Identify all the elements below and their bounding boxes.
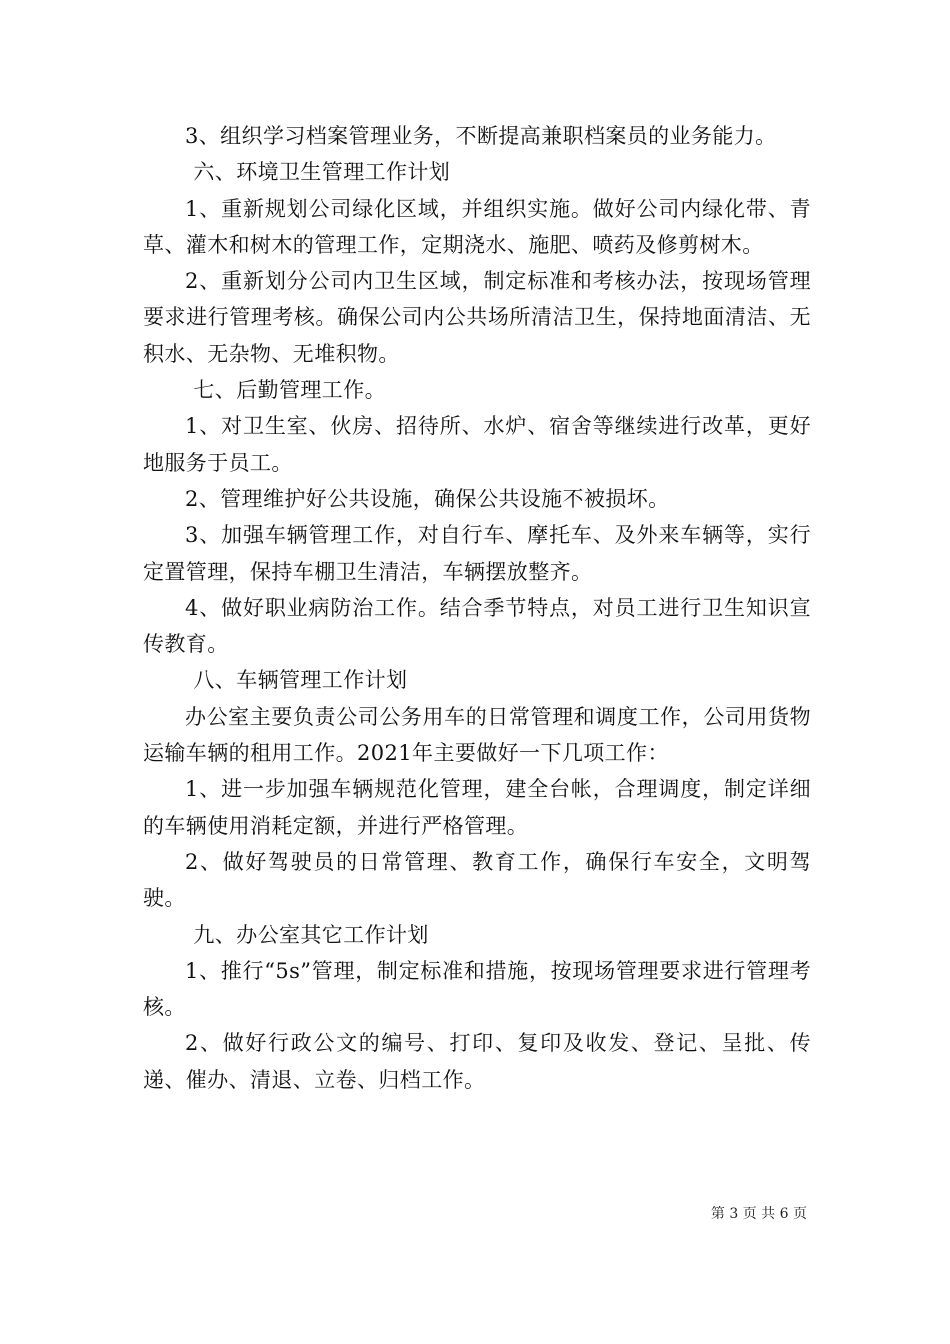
section-heading-environment: 六、环境卫生管理工作计划 <box>193 160 451 185</box>
document-body <box>143 118 811 1098</box>
paragraph-greening: 1、重新规划公司绿化区域，并组织实施。做好公司内绿化带、青草、灌木和树木的管理工作，定期浇水、施肥、喷药及修剪树木。 <box>143 196 811 257</box>
section-heading-other-work: 九、办公室其它工作计划 <box>193 922 429 947</box>
paragraph-vehicle-parking: 3、加强车辆管理工作，对自行车、摩托车、及外来车辆等，实行定置管理，保持车棚卫生清洁，车辆摆放整齐。 <box>143 523 811 584</box>
paragraph-vehicle-standardization: 1、进一步加强车辆规范化管理，建全台帐，合理调度，制定详细的车辆使用消耗定额，并进行严格管理。 <box>143 777 811 838</box>
paragraph-document-handling: 2、做好行政公文的编号、打印、复印及收发、登记、呈批、传递、催办、清退、立卷、归档工作。 <box>143 1031 811 1092</box>
section-heading-logistics: 七、后勤管理工作。 <box>193 378 386 403</box>
paragraph-sanitation-zones: 2、重新划分公司内卫生区域，制定标准和考核办法，按现场管理要求进行管理考核。确保公司内公共场所清洁卫生，保持地面清洁、无积水、无杂物、无堆积物。 <box>143 269 811 366</box>
section-heading-vehicles: 八、车辆管理工作计划 <box>193 668 408 693</box>
page-number: 第 3 页 共 6 页 <box>710 1206 807 1222</box>
paragraph-driver-management: 2、做好驾驶员的日常管理、教育工作，确保行车安全，文明驾驶。 <box>143 849 811 911</box>
paragraph-5s-management: 1、推行“5s”管理，制定标准和措施，按现场管理要求进行管理考核。 <box>143 958 811 1020</box>
paragraph-occupational-health: 4、做好职业病防治工作。结合季节特点，对员工进行卫生知识宣传教育。 <box>143 595 811 657</box>
paragraph-facility-reform: 1、对卫生室、伙房、招待所、水炉、宿舍等继续进行改革，更好地服务于员工。 <box>143 414 811 475</box>
paragraph-archive-training: 3、组织学习档案管理业务，不断提高兼职档案员的业务能力。 <box>185 124 777 148</box>
paragraph-office-vehicle-duties: 办公室主要负责公司公务用车的日常管理和调度工作，公司用货物运输车辆的租用工作。2021年主要做好一下几项工作： <box>143 704 811 766</box>
paragraph-public-facilities: 2、管理维护好公共设施，确保公共设施不被损坏。 <box>185 486 670 511</box>
